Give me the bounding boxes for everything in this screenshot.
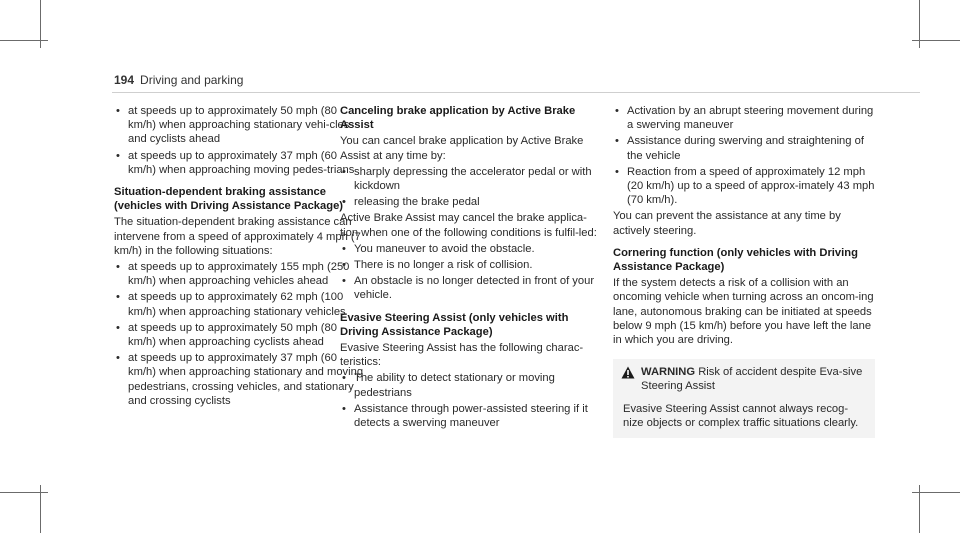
list-item: • An obstacle is no longer detected in front of your vehicle. bbox=[340, 274, 602, 302]
header-divider bbox=[112, 92, 920, 93]
warning-box bbox=[613, 359, 875, 438]
warning-triangle-icon bbox=[621, 366, 635, 379]
paragraph: Evasive Steering Assist has the following charac-teristics: bbox=[340, 342, 584, 369]
crop-mark bbox=[912, 40, 960, 41]
paragraph: You can prevent the assistance at any time by actively steering. bbox=[613, 210, 841, 237]
cancel-list bbox=[340, 165, 602, 210]
list-item: • at speeds up to approximately 50 mph (80 km/h) when approaching cyclists ahead bbox=[114, 321, 364, 349]
list-item: • Assistance during swerving and straightening of the vehicle bbox=[613, 134, 875, 162]
speed-list-b bbox=[114, 260, 364, 408]
list-item: • Activation by an abrupt steering movement during a swerving maneuver bbox=[613, 104, 875, 132]
crop-mark bbox=[0, 492, 48, 493]
list-item: • You maneuver to avoid the obstacle. bbox=[340, 242, 602, 256]
section-heading: Cornering function (only vehicles with Driving Assistance Package) bbox=[613, 246, 858, 274]
warning-title: Risk of accident despite Eva-sive Steering Assist bbox=[641, 366, 863, 393]
page-header bbox=[114, 73, 243, 87]
characteristics-list-cont bbox=[613, 104, 875, 207]
page-number: 194 bbox=[114, 73, 135, 87]
conditions-list bbox=[340, 242, 602, 303]
section-heading: Canceling brake application by Active Brake Assist bbox=[340, 105, 576, 132]
list-item: • sharply depressing the accelerator pedal or with kickdown bbox=[340, 165, 602, 193]
list-item: • The ability to detect stationary or moving pedestrians bbox=[340, 371, 602, 399]
paragraph: You can cancel brake application by Active Brake Assist at any time by: bbox=[340, 135, 584, 162]
column-3 bbox=[613, 104, 875, 438]
column-2 bbox=[340, 104, 602, 432]
crop-mark bbox=[0, 40, 48, 41]
speed-list-a bbox=[114, 104, 364, 177]
warning-body: Evasive Steering Assist cannot always recog-nize objects or complex traffic situations clearly. bbox=[623, 402, 859, 429]
list-item: • releasing the brake pedal bbox=[340, 195, 602, 209]
crop-mark bbox=[912, 492, 960, 493]
section-heading: Situation-dependent braking assistance (vehicles with Driving Assistance Package) bbox=[114, 186, 344, 213]
list-item: • Reaction from a speed of approximately 12 mph (20 km/h) up to a speed of approx-imately 43 mph (70 km/h). bbox=[613, 165, 875, 208]
characteristics-list bbox=[340, 371, 602, 430]
column-1 bbox=[114, 104, 364, 410]
list-item: • at speeds up to approximately 37 mph (60 km/h) when approaching moving pedes-trians bbox=[114, 149, 364, 177]
paragraph: If the system detects a risk of a collision with an oncoming vehicle when turning across an oncom-ing lane, autonomous braking can be initiated at speeds below 9 mph (15 km/h) before you have left the lane in which you are driving. bbox=[613, 277, 874, 347]
warning-header bbox=[621, 365, 867, 393]
list-item: • at speeds up to approximately 62 mph (100 km/h) when approaching stationary vehicles bbox=[114, 290, 364, 318]
list-item: • at speeds up to approximately 37 mph (60 km/h) when approaching stationary and moving pedestrians, crossing vehicles, and stationary and crossing cyclists bbox=[114, 351, 364, 408]
paragraph: Active Brake Assist may cancel the brake applica-tion when one of the following conditions is fulfil-led: bbox=[340, 212, 597, 239]
warning-label: WARNING bbox=[641, 366, 696, 379]
list-item: • at speeds up to approximately 155 mph (250 km/h) when approaching vehicles ahead bbox=[114, 260, 364, 288]
paragraph: The situation-dependent braking assistance can intervene from a speed of approximately 4 mph (7 km/h) in the following situations: bbox=[114, 216, 361, 257]
list-item: • There is no longer a risk of collision. bbox=[340, 258, 602, 272]
section-title: Driving and parking bbox=[140, 73, 244, 87]
section-heading: Evasive Steering Assist (only vehicles with Driving Assistance Package) bbox=[340, 311, 569, 338]
list-item: • at speeds up to approximately 50 mph (80 km/h) when approaching stationary vehi-cles and cyclists ahead bbox=[114, 104, 364, 147]
list-item: • Assistance through power-assisted steering if it detects a swerving maneuver bbox=[340, 402, 602, 430]
